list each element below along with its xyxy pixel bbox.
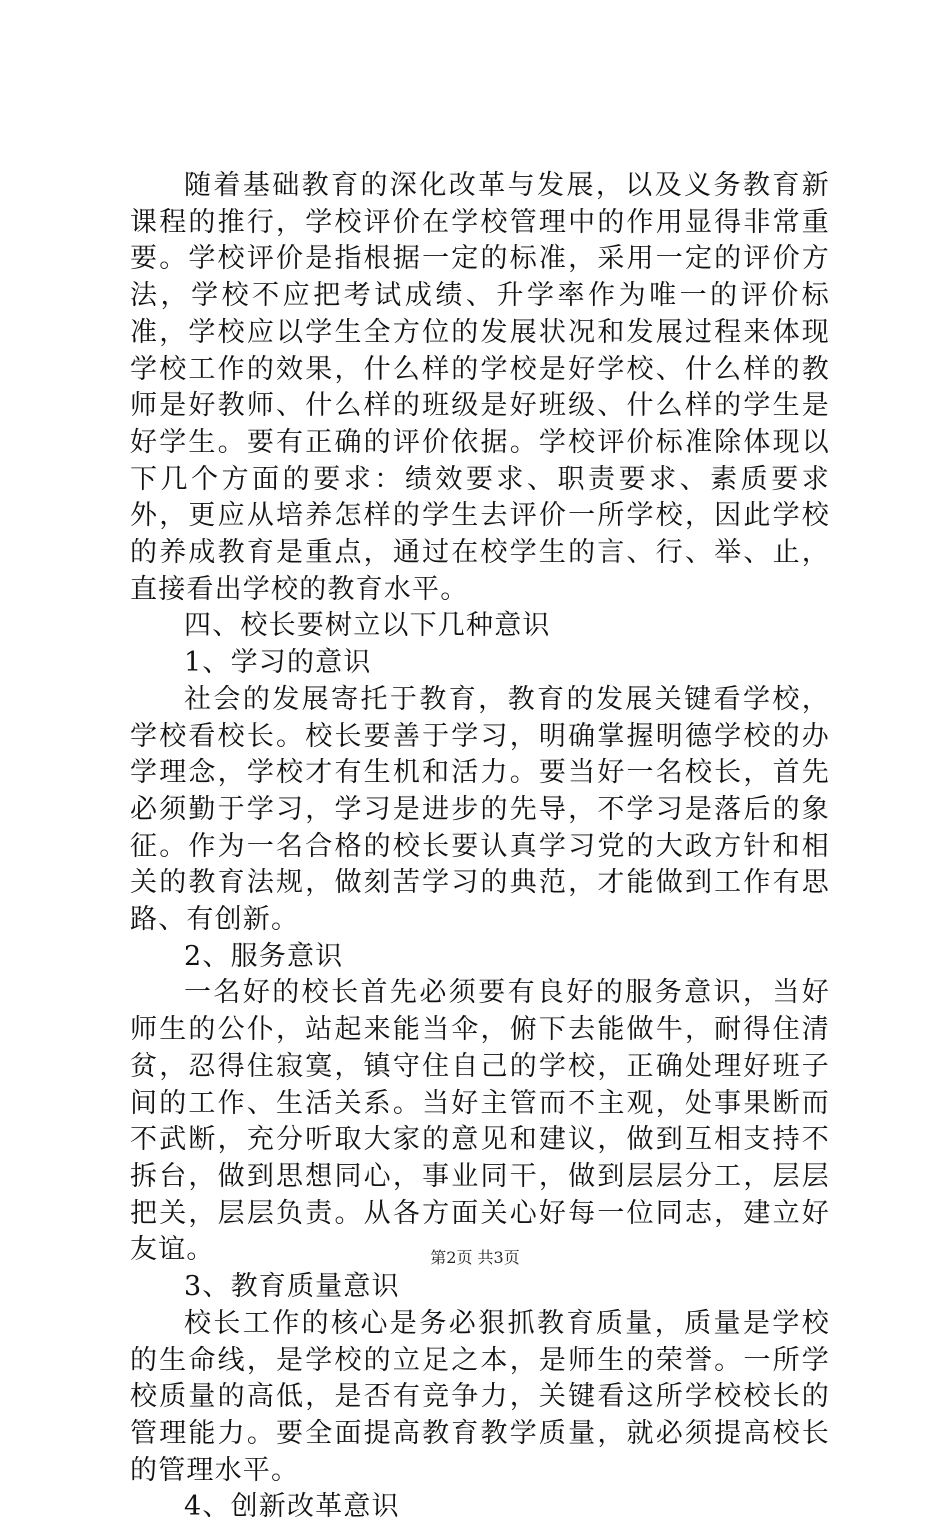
paragraph-quality-awareness: 校长工作的核心是务必狠抓教育质量，质量是学校的生命线，是学校的立足之本，是师生的荣誉。一所学校质量的高低，是否有竞争力，关键看这所学校校长的管理能力。要全面提高教育教学质量，就必须提高校长的管理水平。 <box>130 1307 830 1486</box>
paragraph-service-awareness: 一名好的校长首先必须要有良好的服务意识，当好师生的公仆，站起来能当伞，俯下去能做牛，耐得住清贫，忍得住寂寞，镇守住自己的学校，正确处理好班子间的工作、生活关系。当好主管而不主观，处事果断而不武断，充分听取大家的意见和建议，做到互相支持不拆台，做到思想同心，事业同干，做到层层分工，层层把关，层层负责。从各方面关心好每一位同志，建立好友谊。 <box>130 977 830 1266</box>
heading-innovation-awareness: 4、创新改革意识 <box>184 1491 400 1523</box>
heading-service-awareness: 2、服务意识 <box>184 940 344 972</box>
heading-learning-awareness: 1、学习的意识 <box>184 647 372 679</box>
paragraph-learning-awareness: 社会的发展寄托于教育，教育的发展关键看学校，学校看校长。校长要善于学习，明确掌握明德学校的办学理念，学校才有生机和活力。要当好一名校长，首先必须勤于学习，学习是进步的先导，不学习是落后的象征。作为一名合格的校长要认真学习党的大政方针和相关的教育法规，做刻苦学习的典范，才能做到工作有思路、有创新。 <box>130 683 830 936</box>
document-body <box>130 168 830 1526</box>
heading-quality-awareness: 3、教育质量意识 <box>184 1271 400 1303</box>
page-footer <box>0 1245 950 1268</box>
heading-principal-awareness: 四、校长要树立以下几种意识 <box>184 610 551 642</box>
page-indicator: 第2页 共3页 <box>430 1248 520 1267</box>
paragraph-school-evaluation: 随着基础教育的深化改革与发展，以及义务教育新课程的推行，学校评价在学校管理中的作用显得非常重要。学校评价是指根据一定的标准，采用一定的评价方法，学校不应把考试成绩、升学率作为唯一的评价标准，学校应以学生全方位的发展状况和发展过程来体现学校工作的效果，什么样的学校是好学校、什么样的教师是好教师、什么样的班级是好班级、什么样的学生是好学生。要有正确的评价依据。学校评价标准除体现以下几个方面的要求：绩效要求、职责要求、素质要求外，更应从培养怎样的学生去评价一所学校，因此学校的养成教育是重点，通过在校学生的言、行、举、止，直接看出学校的教育水平。 <box>130 170 830 605</box>
